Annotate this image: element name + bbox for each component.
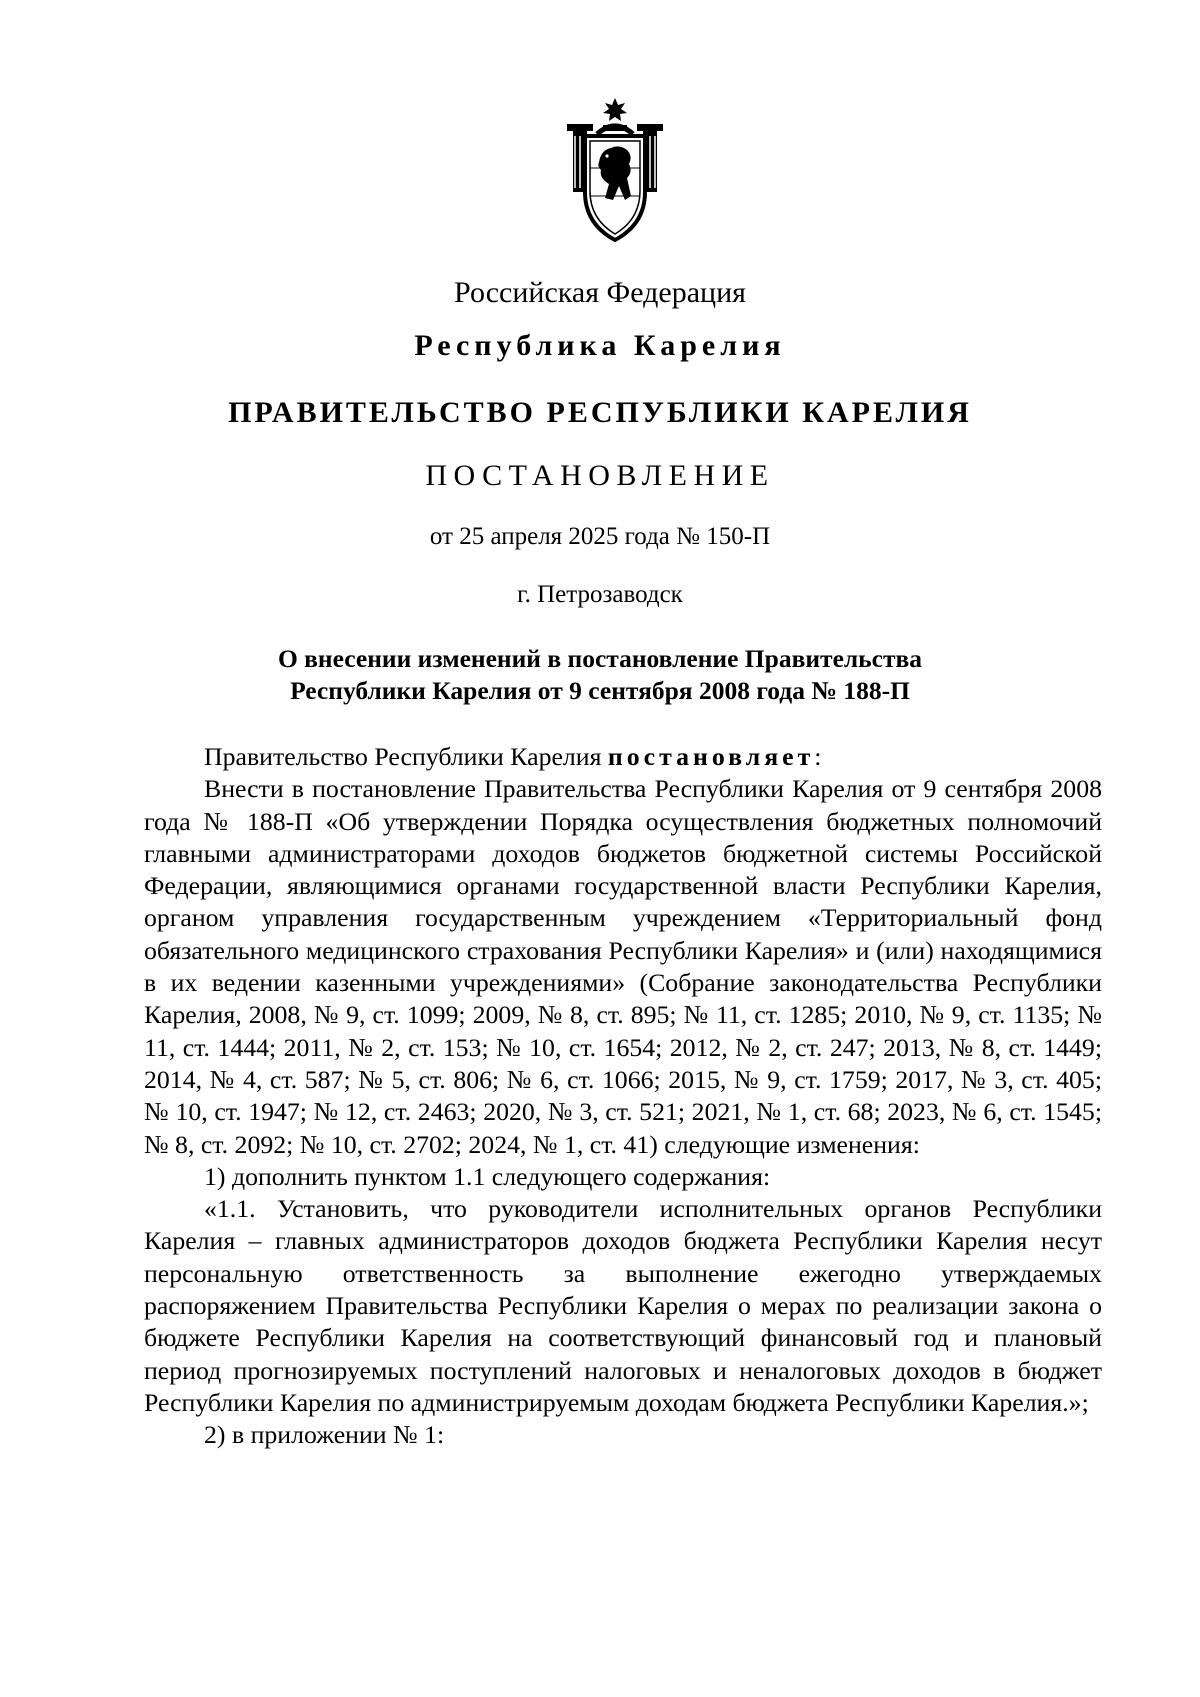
document-date-number: от 25 апреля 2025 года № 150-П bbox=[429, 523, 771, 550]
country-name: Российская Федерация bbox=[454, 276, 746, 309]
paragraph-amendment: Внести в постановление Правительства Республики Карелия от 9 сентября 2008 года № 188-П «Об утверждении Порядка осуществления бюджетных полномочий главными администраторами доходов бюджетов бюджетной системы Российской Федерации, являющимися органами государственной власти Республики Карелия, органом управления государственным учреждением «Территориальный фонд обязательного медицинского страхования Республики Карелия» и (или) находящимися в их ведении казенными учреждениями» (Собрание законодательства Республики Карелия, 2008, № 9, ст. 1099; 2009, № 8, ст. 895; № 11, ст. 1285; 2010, № 9, ст. 1135; № 11, ст. 1444; 2011, № 2, ст. 153; № 10, ст. 1654; 2012, № 2, ст. 247; 2013, № 8, ст. 1449; 2014, № 4, ст. 587; № 5, ст. 806; № 6, ст. 1066; 2015, № 9, ст. 1759; 2017, № 3, ст. 405; № 10, ст. 1947; № 12, ст. 2463; 2020, № 3, ст. 521; 2021, № 1, ст. 68; 2023, № 6, ст. 1545; № 8, ст. 2092; № 10, ст. 2702; 2024, № 1, ст. 41) следующие изменения: bbox=[144, 774, 1102, 1159]
intro-prefix: Правительство Республики Карелия bbox=[204, 742, 608, 771]
paragraph-item-2: 2) в приложении № 1: bbox=[204, 1420, 445, 1450]
document-type: ПОСТАНОВЛЕНИЕ bbox=[425, 459, 775, 492]
paragraph-item-1: 1) дополнить пунктом 1.1 следующего содержания: bbox=[204, 1161, 771, 1191]
document-subject bbox=[0, 643, 1200, 707]
document-body bbox=[144, 741, 1102, 1452]
subject-line-2: Республики Карелия от 9 сентября 2008 года № 188-П bbox=[290, 676, 910, 705]
intro-paragraph bbox=[144, 741, 1102, 773]
intro-verb: постановляет bbox=[607, 742, 815, 771]
intro-suffix: : bbox=[814, 742, 822, 771]
government-title: ПРАВИТЕЛЬСТВО РЕСПУБЛИКИ КАРЕЛИЯ bbox=[228, 396, 972, 429]
document-city: г. Петрозаводск bbox=[517, 581, 683, 608]
subject-line-1: О внесении изменений в постановление Правительства bbox=[277, 644, 923, 673]
paragraph-item-1-content: «1.1. Установить, что руководители исполнительных органов Республики Карелия – главных администраторов доходов бюджета Республики Карелия несут персональную ответственность за выполнение ежегодно утверждаемых распоряжением Правительства Республики Карелия о мерах по реализации закона о бюджете Республики Карелия на соответствующий финансовый год и плановый период прогнозируемых поступлений налоговых и неналоговых доходов в бюджет Республики Карелия по администрируемым доходам бюджета Республики Карелия.»; bbox=[144, 1194, 1102, 1417]
republic-name: Республика Карелия bbox=[414, 329, 786, 362]
coat-of-arms-emblem bbox=[563, 96, 667, 244]
